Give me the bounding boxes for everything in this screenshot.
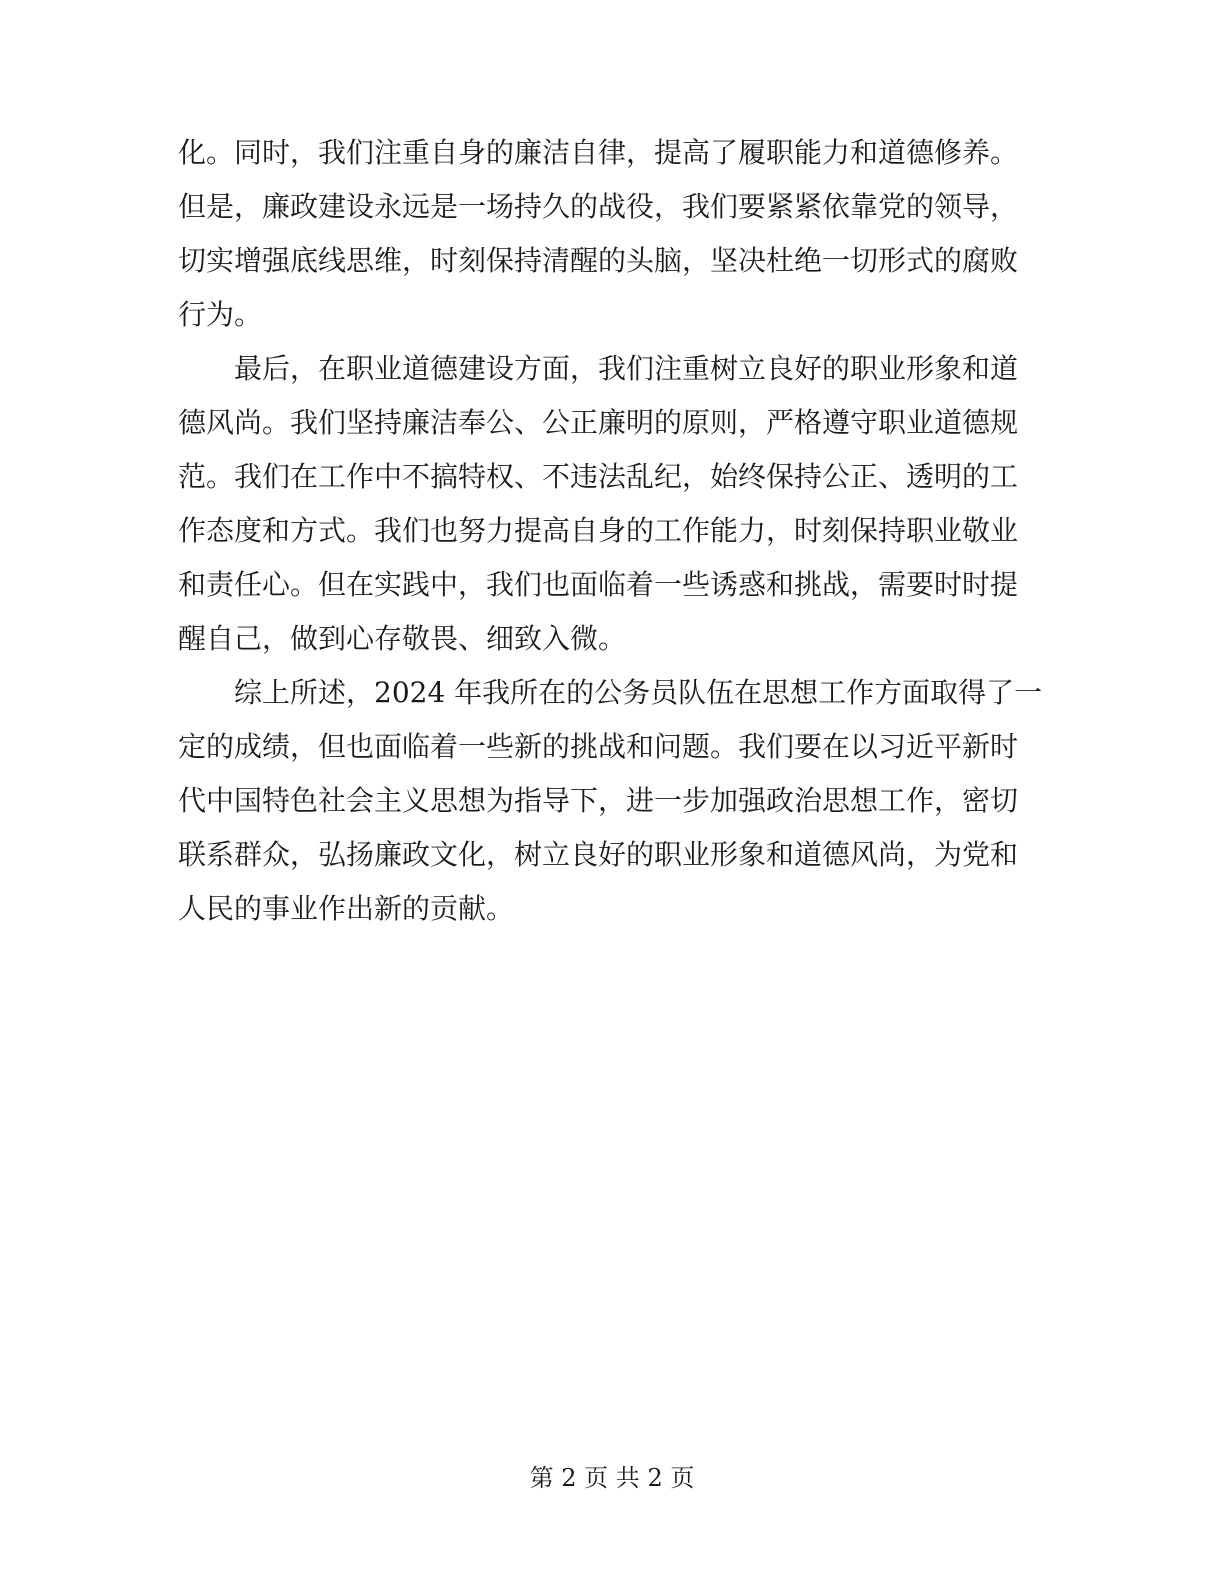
text-line: 行为。 [178, 298, 263, 331]
text-line: 人民的事业作出新的贡献。 [178, 892, 515, 925]
text-line: 和责任心。但在实践中，我们也面临着一些诱惑和挑战，需要时时提 [178, 568, 1019, 601]
text-line: 醒自己，做到心存敬畏、细致入微。 [178, 622, 627, 655]
text-line: 但是，廉政建设永远是一场持久的战役，我们要紧紧依靠党的领导， [178, 190, 1019, 223]
text-line: 范。我们在工作中不搞特权、不违法乱纪，始终保持公正、透明的工 [178, 460, 1019, 493]
page-number-footer: 第 2 页 共 2 页 [529, 1464, 695, 1492]
text-line: 定的成绩，但也面临着一些新的挑战和问题。我们要在以习近平新时 [178, 730, 1019, 763]
paragraph [178, 126, 1026, 342]
text-line: 综上所述，2024 年我所在的公务员队伍在思想工作方面取得了一 [178, 676, 1043, 709]
text-line: 德风尚。我们坚持廉洁奉公、公正廉明的原则，严格遵守职业道德规 [178, 406, 1019, 439]
text-line: 最后，在职业道德建设方面，我们注重树立良好的职业形象和道 [178, 352, 1019, 385]
text-line: 切实增强底线思维，时刻保持清醒的头脑，坚决杜绝一切形式的腐败 [178, 244, 1019, 277]
document-body [178, 126, 1043, 936]
text-line: 代中国特色社会主义思想为指导下，进一步加强政治思想工作，密切 [178, 784, 1019, 817]
paragraph [178, 666, 1043, 936]
paragraph [178, 342, 1026, 666]
text-line: 联系群众，弘扬廉政文化，树立良好的职业形象和道德风尚，为党和 [178, 838, 1019, 871]
text-line: 化。同时，我们注重自身的廉洁自律，提高了履职能力和道德修养。 [178, 136, 1019, 169]
text-line: 作态度和方式。我们也努力提高自身的工作能力，时刻保持职业敬业 [178, 514, 1019, 547]
